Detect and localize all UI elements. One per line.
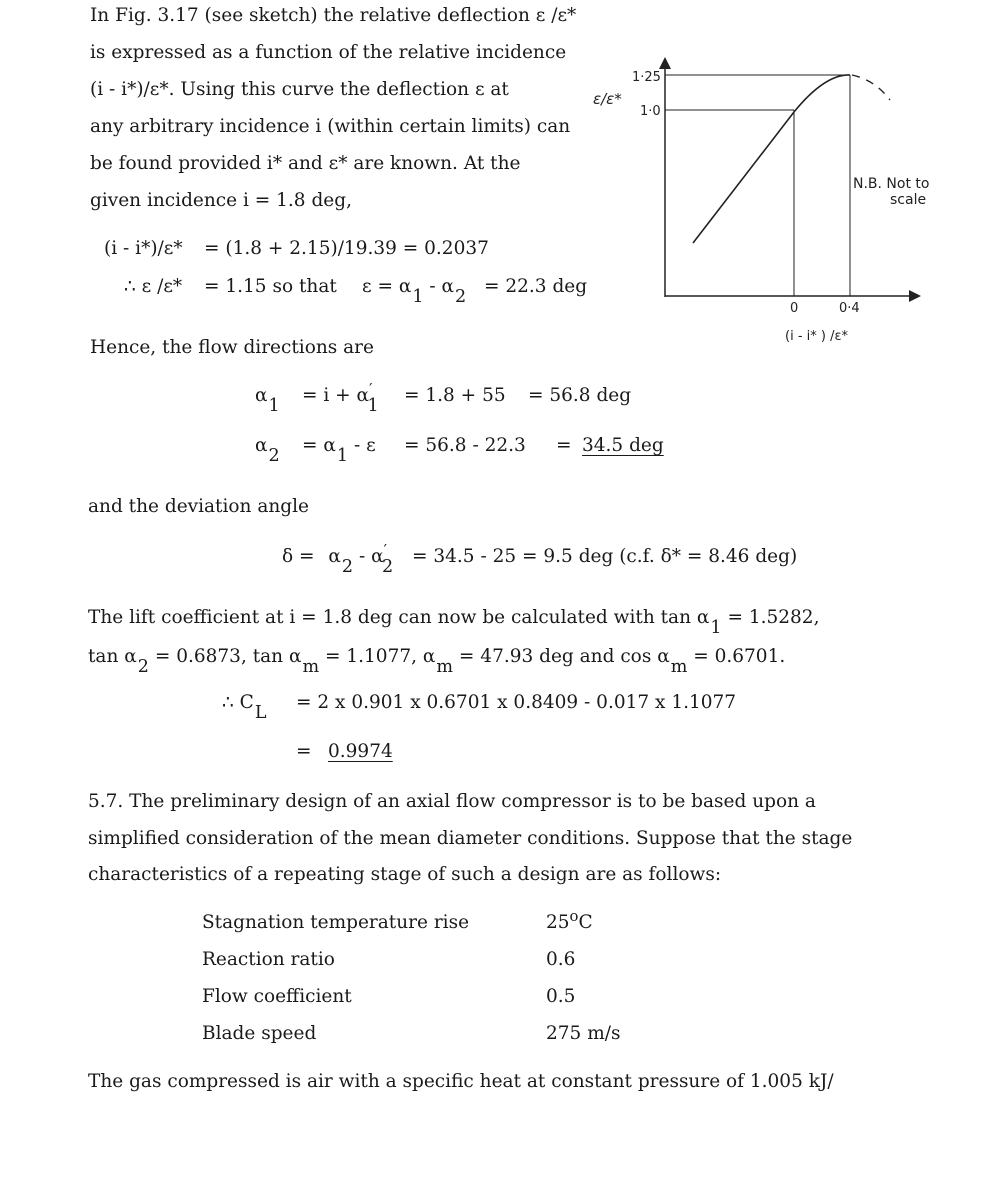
lift-l2-c: = 1.1077, α <box>319 646 436 667</box>
alpha2-def-sub: 1 <box>336 445 349 466</box>
alpha2-sub: 2 <box>268 445 280 466</box>
lift-l2-d: = 47.93 deg and cos α <box>453 646 670 667</box>
alpha1-symbol: α <box>255 385 268 406</box>
lift-l2-a: tan α <box>88 646 137 667</box>
deviation-rest: = 34.5 - 25 = 9.5 deg (c.f. δ* = 8.46 deg) <box>412 546 798 567</box>
lift-cl-lhs <box>222 692 267 723</box>
char-value-3: 275 m/s <box>546 1023 621 1044</box>
alpha1-prime-sub: 1 <box>367 395 379 416</box>
cl-sub: L <box>254 702 267 723</box>
deviation-alpha2: α <box>328 546 341 567</box>
lift-l2-s2: m <box>302 656 320 677</box>
deviation-prime: ′ <box>383 541 387 559</box>
flow-alpha2-mid: = 56.8 - 22.3 <box>404 435 526 456</box>
problem-line-2: simplified consideration of the mean diameter conditions. Suppose that the stage <box>88 828 853 849</box>
char-value-0-num: 25 <box>546 912 570 933</box>
intro-line-5: be found provided i* and ε* are known. At the <box>90 153 521 174</box>
char-value-0-unit: C <box>578 912 593 933</box>
char-value-0 <box>546 907 593 933</box>
problem-line-3: characteristics of a repeating stage of such a design are as follows: <box>88 864 722 885</box>
lift-l2-s4: m <box>670 656 688 677</box>
final-line: The gas compressed is air with a specific heat at constant pressure of 1.005 kJ/ <box>88 1071 834 1092</box>
cl-symbol: ∴ C <box>222 692 254 713</box>
alpha2-def-text: = α <box>302 435 336 456</box>
intro-line-1: In Fig. 3.17 (see sketch) the relative deflection ε /ε* <box>90 5 577 26</box>
calc-deflection-result: = 22.3 deg <box>484 276 588 297</box>
flow-alpha1-def <box>302 380 379 416</box>
flow-alpha1-equation <box>255 385 280 416</box>
intro-line-6: given incidence i = 1.8 deg, <box>90 190 352 211</box>
alpha2-def-eps: - ε <box>348 435 376 456</box>
deflection-sub-2: 2 <box>455 286 467 307</box>
sketch-xtick-0: 0 <box>790 301 799 316</box>
hence-line: Hence, the flow directions are <box>90 337 374 358</box>
lift-l2-s1: 2 <box>137 656 149 677</box>
deviation-sub2b: 2 <box>382 556 394 577</box>
flow-alpha1-result: = 56.8 deg <box>528 385 632 406</box>
char-label-3: Blade speed <box>202 1023 317 1044</box>
intro-line-2: is expressed as a function of the relative incidence <box>90 42 567 63</box>
lift-line1-post: = 1.5282, <box>721 607 820 628</box>
sketch-note-line-1: N.B. Not to <box>853 176 930 192</box>
intro-line-4: any arbitrary incidence i (within certain limits) can <box>90 116 571 137</box>
lift-cl-eq: = <box>296 741 312 762</box>
deflection-eps-alpha: ε = α <box>362 276 412 297</box>
deviation-sub2: 2 <box>341 556 354 577</box>
lift-l2-b: = 0.6873, tan α <box>148 646 302 667</box>
char-value-0-degree: o <box>569 907 579 925</box>
alpha1-prime: ′ <box>369 380 373 398</box>
char-label-1: Reaction ratio <box>202 949 335 970</box>
char-value-2: 0.5 <box>546 986 576 1007</box>
flow-alpha2-result: 34.5 deg <box>582 435 664 456</box>
sketch-curve-dashed <box>852 75 890 100</box>
calc-deflection-lhs: ∴ ε /ε* <box>124 276 183 297</box>
flow-alpha2-equation <box>255 435 280 466</box>
lift-line1-sub: 1 <box>710 617 722 638</box>
alpha2-symbol: α <box>255 435 268 456</box>
flow-alpha2-def <box>302 435 376 466</box>
sketch-curve <box>693 75 850 243</box>
intro-line-3: (i - i*)/ε*. Using this curve the deflection ε at <box>90 79 509 100</box>
deviation-text: and the deviation angle <box>88 496 309 517</box>
sketch-xtick-0-4: 0·4 <box>839 301 860 316</box>
sketch-ylabel: ε/ε* <box>593 90 622 108</box>
lift-l2-s3: m <box>436 656 454 677</box>
lift-line-2 <box>88 646 786 677</box>
deflection-minus-alpha: - α <box>423 276 455 297</box>
sketch-ytick-1-25: 1·25 <box>632 70 661 85</box>
flow-alpha2-eq: = <box>556 435 572 456</box>
sketch-note-line-2: scale <box>890 192 927 208</box>
lift-cl-result: 0.9974 <box>328 741 393 762</box>
lift-cl-rhs: = 2 x 0.901 x 0.6701 x 0.8409 - 0.017 x 1.1077 <box>296 692 737 713</box>
sketch-xlabel: (i - i* ) /ε* <box>785 329 848 344</box>
alpha1-sub: 1 <box>268 395 280 416</box>
lift-line1-pre: The lift coefficient at i = 1.8 deg can now be calculated with tan α <box>88 607 710 628</box>
calc-deflection-rhs: = 1.15 so that <box>204 276 337 297</box>
lift-line-1 <box>88 607 820 638</box>
problem-line-1: 5.7. The preliminary design of an axial flow compressor is to be based upon a <box>88 791 816 812</box>
alpha1-def-text: = i + α <box>302 385 370 406</box>
calc-incidence-rhs: = (1.8 + 2.15)/19.39 = 0.2037 <box>204 238 489 259</box>
deflection-sketch <box>580 50 960 350</box>
deviation-minus-alpha: - α <box>353 546 384 567</box>
sketch-ytick-1-0: 1·0 <box>640 104 661 119</box>
deflection-sub-1: 1 <box>412 286 424 307</box>
delta-lhs: δ = <box>282 546 315 567</box>
calc-deflection-difference <box>362 276 467 307</box>
char-value-1: 0.6 <box>546 949 576 970</box>
flow-alpha1-mid: = 1.8 + 55 <box>404 385 506 406</box>
deviation-equation <box>282 541 394 577</box>
calc-incidence-lhs: (i - i*)/ε* <box>104 238 183 259</box>
char-label-0: Stagnation temperature rise <box>202 912 470 933</box>
char-label-2: Flow coefficient <box>202 986 352 1007</box>
lift-l2-e: = 0.6701. <box>687 646 786 667</box>
